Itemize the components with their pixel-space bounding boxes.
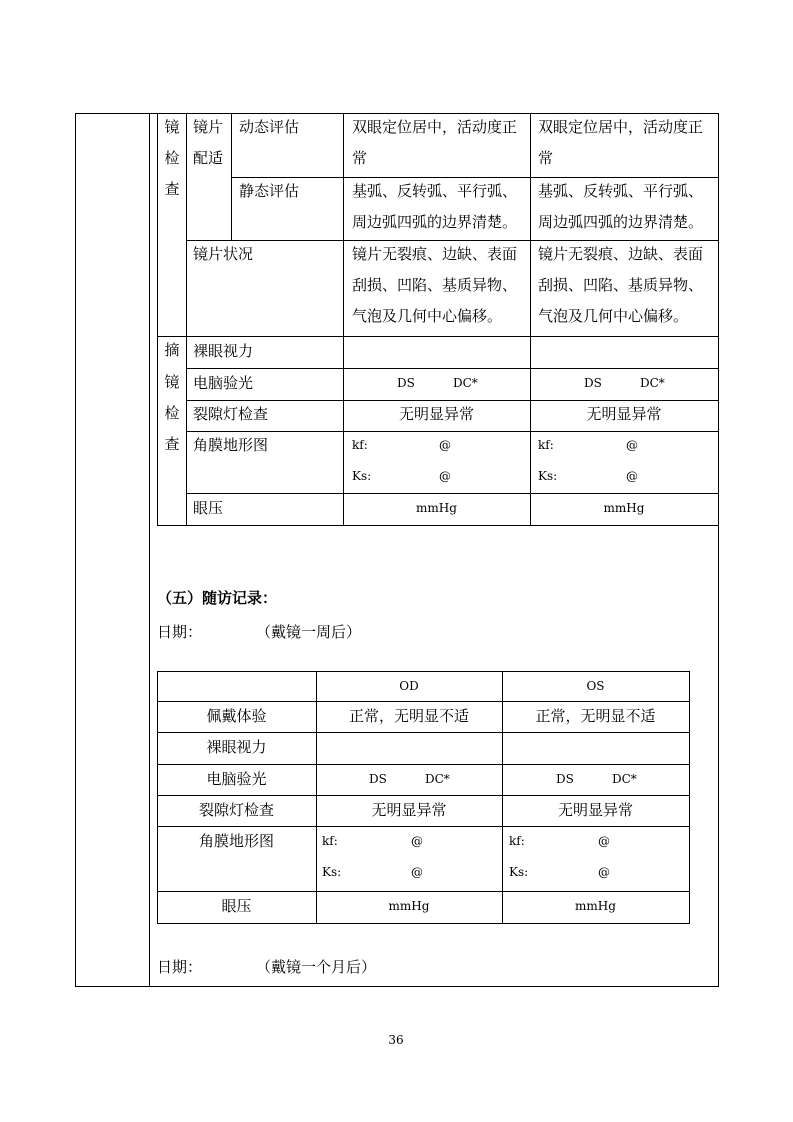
topography-od-ks: Ks:: [352, 469, 372, 483]
refraction-label: 电脑验光: [193, 374, 254, 392]
followup-heading: （五）随访记录：: [157, 589, 278, 607]
followup-topo-os-kf: kf:: [509, 834, 525, 848]
date-label: 日期：: [157, 623, 203, 641]
followup-iop-label: 眼压: [221, 897, 252, 915]
page-number: 36: [388, 1033, 404, 1047]
followup-topo-label: 角膜地形图: [198, 832, 274, 850]
followup-topo-od-kf: kf:: [322, 834, 338, 848]
followup-refraction-os-ds: DS: [556, 772, 574, 786]
lens-status-od-text: 镜片无裂痕、边缺、表面: [352, 245, 518, 263]
lens-status-os-text: 镜片无裂痕、边缺、表面: [538, 245, 704, 263]
group1-char: 镜: [164, 118, 180, 136]
static-os-text: 基弧、反转弧、平行弧、: [538, 182, 704, 200]
iop-os-unit: mmHg: [603, 501, 645, 515]
dynamic-eval-label: 动态评估: [239, 118, 300, 136]
followup-col-od: OD: [399, 679, 419, 693]
dynamic-od-text: 双眼定位居中，活动度正: [352, 118, 518, 136]
followup-col-os: OS: [586, 679, 605, 693]
lens-fit-label: 配适: [193, 149, 224, 167]
date-note-2: （戴镜一个月后）: [256, 958, 377, 976]
topography-label: 角膜地形图: [193, 436, 269, 454]
followup-topo-os-ks: Ks:: [509, 865, 529, 879]
static-od-text: 基弧、反转弧、平行弧、: [352, 182, 518, 200]
followup-iop-od-unit: mmHg: [388, 899, 430, 913]
iop-label: 眼压: [193, 499, 224, 517]
followup-topo-od-kf-at: @: [411, 834, 423, 848]
lens-status-od-text: 刮损、凹陷、基质异物、: [352, 276, 518, 294]
followup-refraction-label: 电脑验光: [206, 770, 267, 788]
group2-char: 检: [164, 404, 180, 422]
followup-topo-od-ks: Ks:: [322, 865, 342, 879]
refraction-od-dc: DC*: [453, 376, 478, 390]
topography-os-kf: kf:: [538, 438, 554, 452]
followup-slit-label: 裂隙灯检查: [198, 801, 274, 819]
slit-lamp-os-value: 无明显异常: [586, 405, 662, 423]
refraction-od-ds: DS: [397, 376, 415, 390]
followup-ucva-label: 裸眼视力: [206, 738, 267, 756]
followup-topo-os-kf-at: @: [598, 834, 610, 848]
wear-od-value: 正常，无明显不适: [348, 707, 469, 725]
static-eval-label: 静态评估: [239, 182, 300, 200]
static-od-text: 周边弧四弧的边界清楚。: [352, 213, 518, 231]
followup-slit-od-value: 无明显异常: [371, 801, 447, 819]
refraction-os-ds: DS: [584, 376, 602, 390]
static-os-text: 周边弧四弧的边界清楚。: [538, 213, 704, 231]
wear-os-value: 正常，无明显不适: [535, 707, 656, 725]
lens-fit-label: 镜片: [193, 118, 224, 136]
group2-char: 摘: [164, 341, 180, 359]
followup-topo-os-ks-at: @: [598, 865, 610, 879]
date-label-2: 日期：: [157, 958, 203, 976]
topography-os-kf-at: @: [626, 438, 638, 452]
followup-refraction-od-dc: DC*: [425, 772, 450, 786]
dynamic-os-text: 双眼定位居中，活动度正: [538, 118, 704, 136]
topography-od-kf-at: @: [439, 438, 451, 452]
topography-od-ks-at: @: [439, 469, 451, 483]
lens-status-os-text: 刮损、凹陷、基质异物、: [538, 276, 704, 294]
group1-char: 查: [164, 180, 180, 198]
group2-char: 镜: [164, 373, 180, 391]
followup-refraction-od-ds: DS: [369, 772, 387, 786]
topography-os-ks-at: @: [626, 469, 638, 483]
iop-od-unit: mmHg: [416, 501, 457, 515]
date-note: （戴镜一周后）: [256, 623, 362, 641]
lens-status-od-text: 气泡及几何中心偏移。: [352, 307, 503, 325]
lens-status-label: 镜片状况: [193, 245, 254, 263]
followup-topo-od-ks-at: @: [411, 865, 423, 879]
followup-slit-os-value: 无明显异常: [557, 801, 633, 819]
topography-od-kf: kf:: [352, 438, 368, 452]
followup-iop-os-unit: mmHg: [575, 899, 616, 913]
followup-refraction-os-dc: DC*: [612, 772, 637, 786]
slit-lamp-od-value: 无明显异常: [398, 405, 474, 423]
group2-char: 查: [164, 435, 180, 453]
slit-lamp-label: 裂隙灯检查: [193, 405, 269, 423]
dynamic-os-text: 常: [538, 149, 554, 167]
refraction-os-dc: DC*: [640, 376, 665, 390]
ucva-label: 裸眼视力: [193, 342, 254, 360]
topography-os-ks: Ks:: [538, 469, 558, 483]
dynamic-od-text: 常: [352, 149, 368, 167]
group1-char: 检: [164, 149, 180, 167]
wear-label: 佩戴体验: [206, 707, 267, 725]
lens-status-os-text: 气泡及几何中心偏移。: [538, 307, 689, 325]
